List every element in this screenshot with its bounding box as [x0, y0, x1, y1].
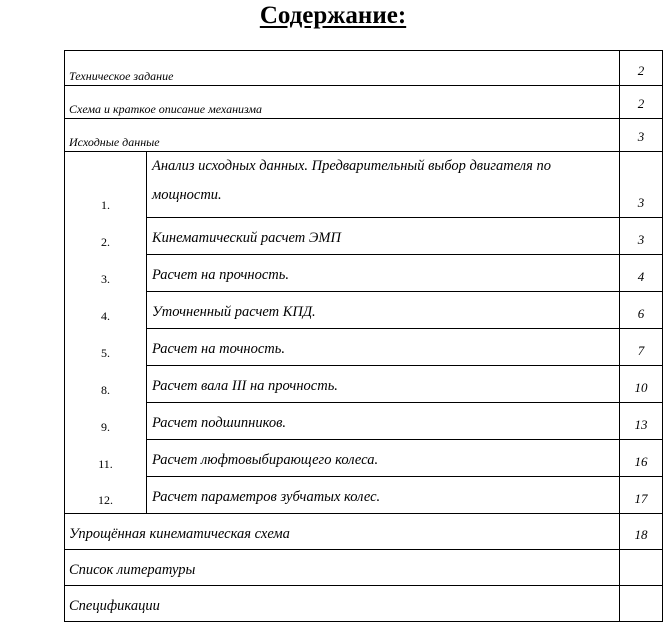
toc-label: Список литературы	[65, 550, 620, 586]
toc-section-number: 12.	[65, 477, 147, 514]
toc-page: 7	[620, 329, 663, 366]
toc-page: 18	[620, 514, 663, 550]
toc-section-number: 9.	[65, 403, 147, 440]
toc-row-specifications	[65, 586, 663, 622]
toc-page: 2	[620, 86, 663, 119]
toc-row-section	[65, 218, 663, 255]
toc-page: 4	[620, 255, 663, 292]
toc-row-scheme	[65, 86, 663, 119]
toc-page: 2	[620, 51, 663, 86]
toc-page: 13	[620, 403, 663, 440]
toc-row-literature	[65, 550, 663, 586]
toc-row-section	[65, 292, 663, 329]
toc-section-label: Кинематический расчет ЭМП	[147, 218, 620, 255]
toc-label: Упрощённая кинематическая схема	[65, 514, 620, 550]
toc-section-label: Расчет на точность.	[147, 329, 620, 366]
toc-section-number: 1.	[65, 152, 147, 218]
toc-label: Техническое задание	[65, 51, 620, 86]
toc-section-label: Уточненный расчет КПД.	[147, 292, 620, 329]
page-title: Содержание:	[259, 2, 407, 29]
toc-label: Схема и краткое описание механизма	[65, 86, 620, 119]
toc-page	[620, 550, 663, 586]
toc-row-section	[65, 329, 663, 366]
toc-row-section	[65, 152, 663, 218]
toc-section-number: 8.	[65, 366, 147, 403]
toc-row-input-data	[65, 119, 663, 152]
toc-page: 6	[620, 292, 663, 329]
table-of-contents	[64, 50, 663, 622]
toc-page: 3	[620, 218, 663, 255]
toc-section-label-line: мощности.	[152, 187, 222, 203]
toc-page: 3	[620, 119, 663, 152]
toc-section-label: Расчет на прочность.	[147, 255, 620, 292]
toc-row-section	[65, 366, 663, 403]
toc-section-label	[147, 152, 620, 218]
toc-section-label: Расчет подшипников.	[147, 403, 620, 440]
toc-row-section	[65, 403, 663, 440]
toc-section-number: 2.	[65, 218, 147, 255]
toc-section-label: Расчет люфтовыбирающего колеса.	[147, 440, 620, 477]
toc-section-label-line: Анализ исходных данных. Предварительный выбор двигателя по	[152, 158, 551, 174]
toc-section-number: 3.	[65, 255, 147, 292]
toc-label: Спецификации	[65, 586, 620, 622]
toc-section-number: 5.	[65, 329, 147, 366]
toc-page	[620, 586, 663, 622]
toc-page: 10	[620, 366, 663, 403]
toc-row-section	[65, 255, 663, 292]
toc-section-label: Расчет параметров зубчатых колес.	[147, 477, 620, 514]
toc-row-section	[65, 477, 663, 514]
toc-label: Исходные данные	[65, 119, 620, 152]
toc-page: 17	[620, 477, 663, 514]
toc-section-number: 11.	[65, 440, 147, 477]
toc-page: 16	[620, 440, 663, 477]
toc-page: 3	[620, 152, 663, 218]
toc-row-section	[65, 440, 663, 477]
toc-row-technical-task	[65, 51, 663, 86]
toc-section-number: 4.	[65, 292, 147, 329]
toc-section-label: Расчет вала III на прочность.	[147, 366, 620, 403]
